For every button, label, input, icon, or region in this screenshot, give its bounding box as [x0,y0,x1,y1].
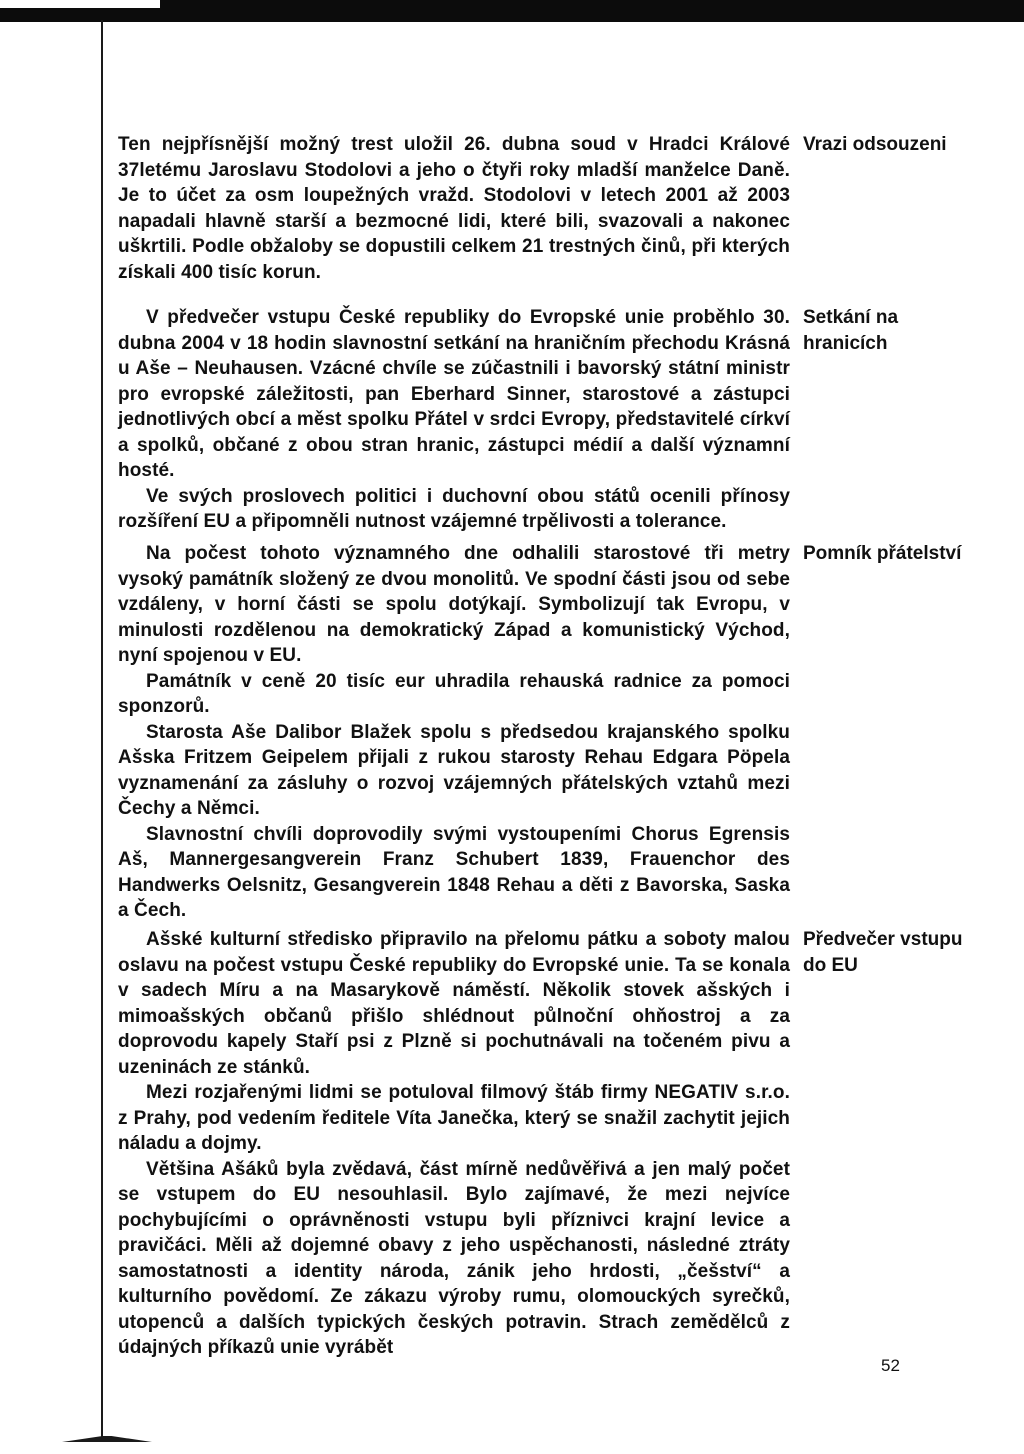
paragraph: Mezi rozjařenými lidmi se potuloval filmový štáb firmy NEGATIV s.r.o. z Prahy, pod vedením ředitele Víta Janečka, který se snažil zachytit jejich náladu a dojmy. [118,1082,790,1154]
paragraph: Ašské kulturní středisko připravilo na přelomu pátku a soboty malou oslavu na počest vstupu České republiky do Evropské unie. Ta se konala v sadech Míru a na Masarykově náměstí. Několik stovek ašských i mimoašských občanů přišlo shlédnout půlnoční ohňostroj a za doprovodu kapely Staří psi z Plzně si pochutnávali na točeném pivu a uzeninách ze stánků. [118,929,790,1078]
paragraph: Na počest tohoto významného dne odhalili starostové tři metry vysoký památník složený ze dvou monolitů. Ve spodní části jsou od sebe vzdáleny, v horní části se spolu dotýkají. Symbolizují tak Evropu, v minulosti rozdělenou na demokratický Západ a komunistický Východ, nyní spojenou v EU. [118,543,790,666]
paragraph: Starosta Aše Dalibor Blažek spolu s předsedou krajanského spolku Ašska Fritzem Geipelem přijali z rukou starosty Rehau Edgara Pöpela vyznamenání za zásluhy o rozvoj vzájemných přátelských vztahů mezi Čechy a Němci. [118,721,790,819]
article-vrazi-odsouzeni [118,132,790,285]
side-heading-pomnik-pratelstvi: Pomník přátelství [803,543,962,564]
paragraph: Ve svých proslovech politici i duchovní obou států ocenili přínosy rozšíření EU a připomněli nutnost vzájemné trpělivosti a tolerance. [118,485,790,532]
scan-bottom-mark [62,1436,152,1442]
article-setkani-na-hranicich [118,305,790,535]
paragraph: Slavnostní chvíli doprovodily svými vystoupeními Chorus Egrensis Aš, Mannergesangverein Franz Schubert 1839, Frauenchor des Handwerks Oelsnitz, Gesangverein 1848 Rehau a děti z Bavorska, Saska a Čech. [118,823,790,921]
side-heading-predvecer-vstupu: Předvečer vstupu do EU [803,929,963,976]
article-pomnik-pratelstvi [118,541,790,924]
scan-left-rule [101,20,103,1438]
paragraph: Ten nejpřísnější možný trest uložil 26. dubna soud v Hradci Králové 37letému Jaroslavu Stodolovi a jeho o čtyři roky mladší manželce Daně. Je to účet za osm loupežných vražd. Stodolovi v letech 2001 až 2003 napadali hlavně starší a bezmocné lidi, které bili, svazovali a nakonec uškrtili. Podle obžaloby se dopustili celkem 21 trestných činů, při kterých získali 400 tisíc korun. [118,134,790,283]
paragraph: Památník v ceně 20 tisíc eur uhradila rehauská radnice za pomoci sponzorů. [118,670,790,717]
paragraph: Většina Ašáků byla zvědavá, část mírně nedůvěřivá a jen malý počet se vstupem do EU nesouhlasil. Bylo zajímavé, že mezi nejvíce pochybujícími o oprávněnosti vstupu byli příznivci krajní levice a pravičáci. Měli až dojemné obavy z jeho uspěchanosti, následné ztráty samostatnosti a identity národa, zánik jeho hrdosti, „češství“ a kulturního povědomí. Ze zákazu výroby rumu, olomouckých syrečků, utopenců a dalších typických českých potravin. Strach zemědělců z údajných příkazů unie vyrábět [118,1158,790,1358]
article-predvecer-vstupu [118,927,790,1361]
page-number: 52 [881,1356,900,1375]
paragraph: V předvečer vstupu České republiky do Evropské unie proběhlo 30. dubna 2004 v 18 hodin slavnostní setkání na hraničním přechodu Krásná u Aše – Neuhausen. Vzácné chvíle se zúčastnili i bavorský státní ministr pro evropské záležitosti, pan Eberhard Sinner, starostové a zástupci jednotlivých obcí a měst spolku Přátel v srdci Evropy, představitelé církví a spolků, občané z obou stran hranic, zástupci médií a další významní hosté. [118,307,790,481]
side-heading-vrazi-odsouzeni: Vrazi odsouzeni [803,134,947,155]
scan-top-border [0,0,1024,22]
side-heading-setkani-na-hranicich: Setkání na hranicích [803,307,899,354]
